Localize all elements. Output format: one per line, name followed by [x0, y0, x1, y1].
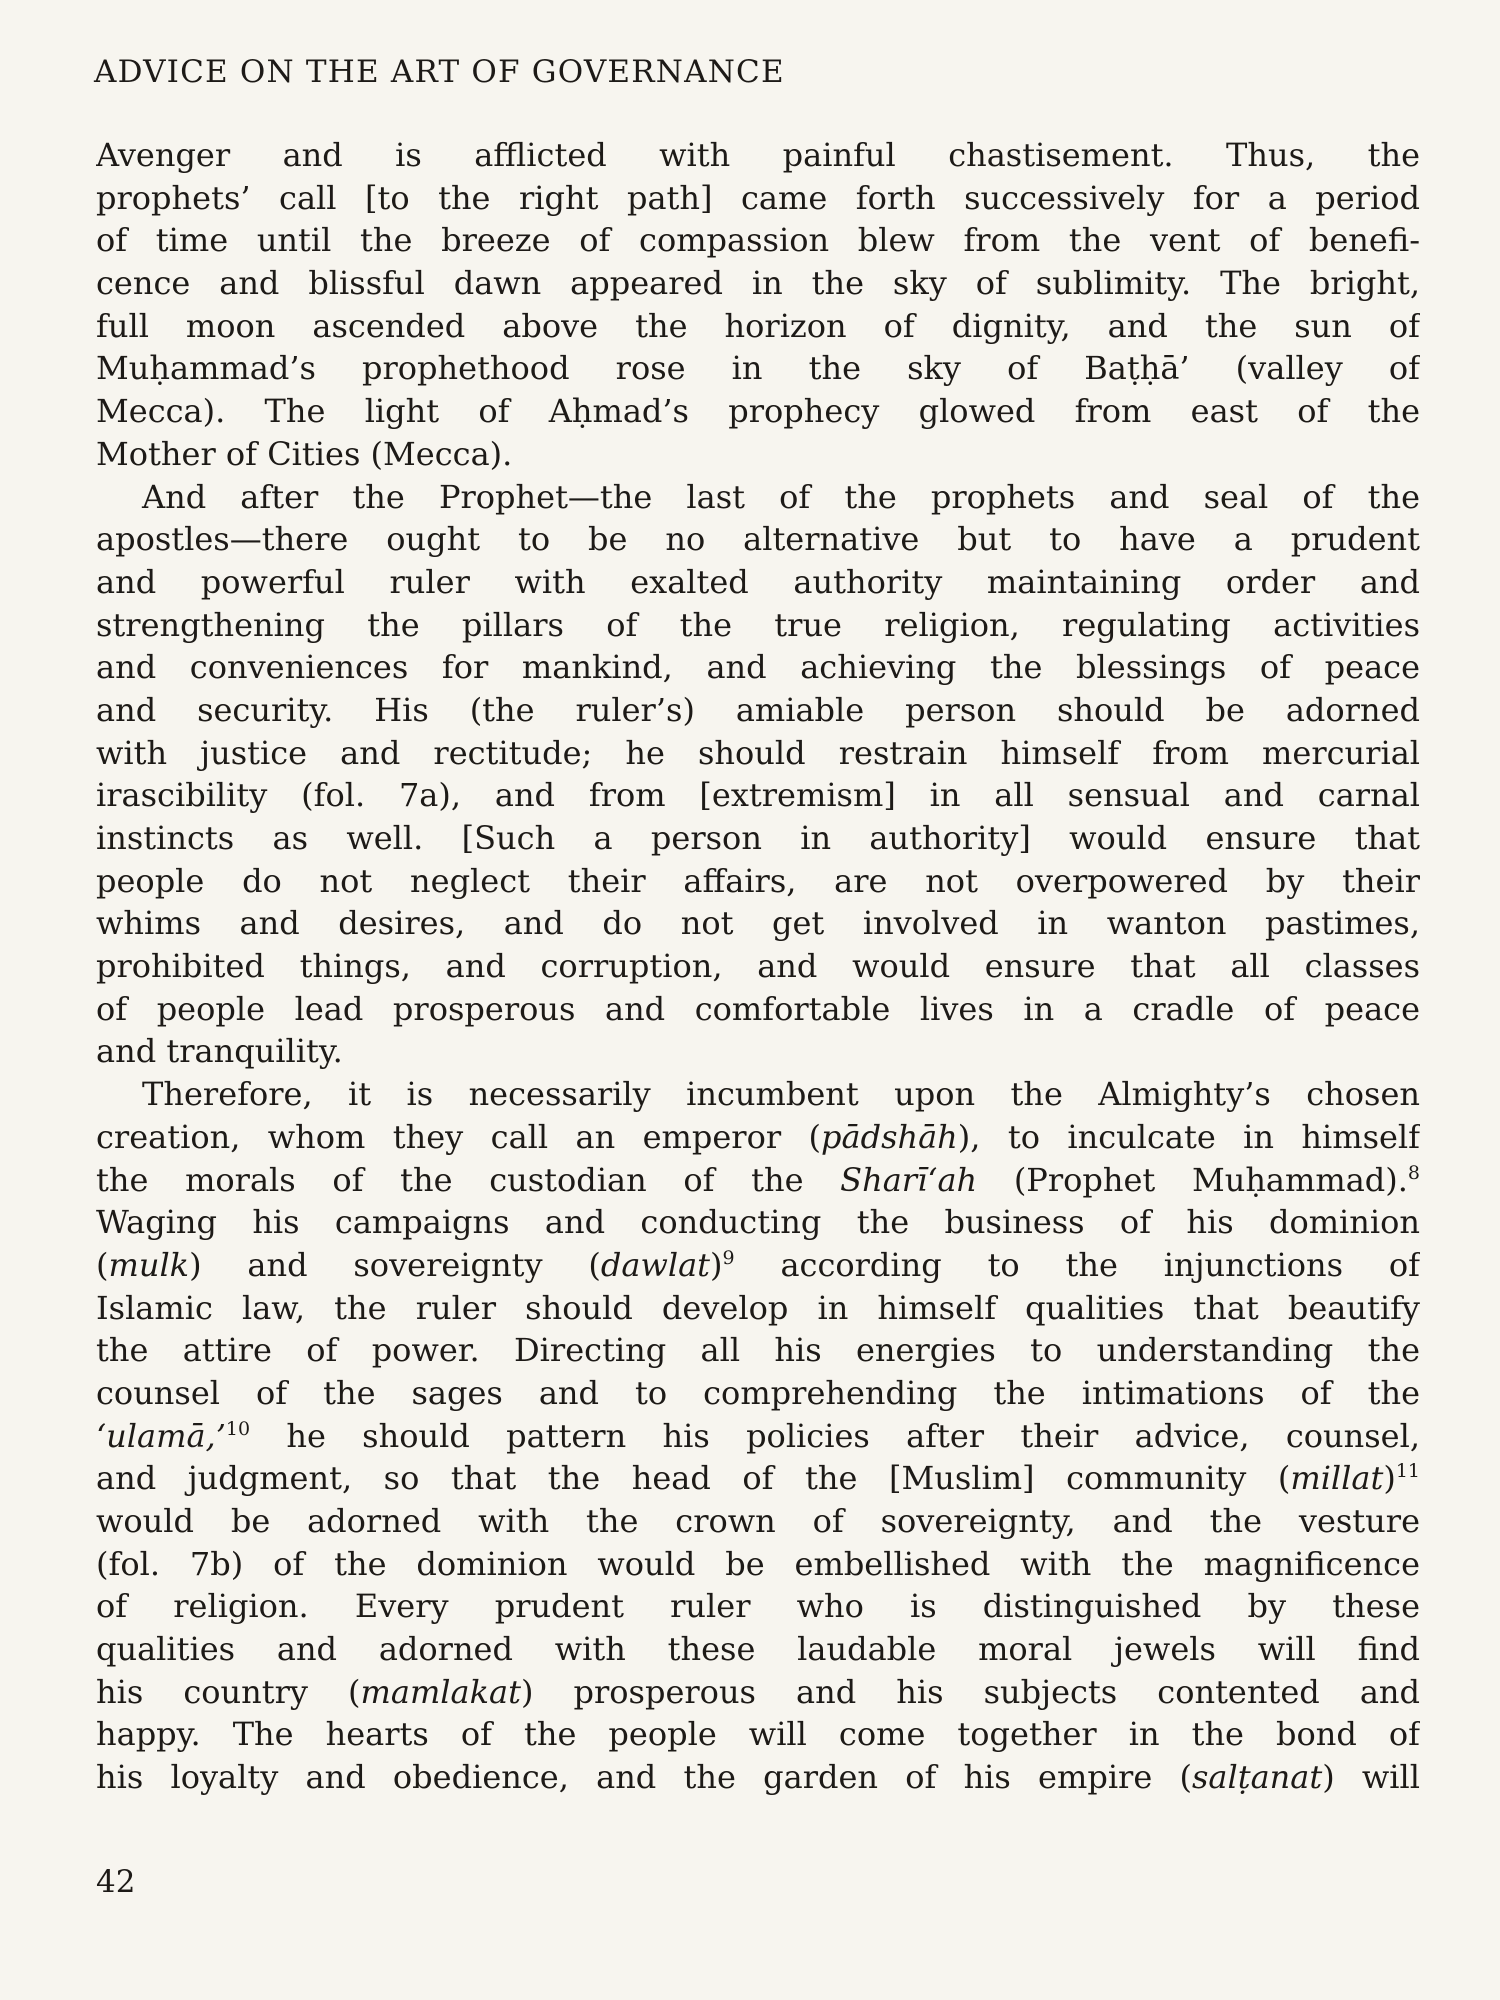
text-line: and conveniences for mankind, and achieving the blessings of peace — [96, 648, 1420, 687]
italic-term: millat — [1290, 1459, 1384, 1498]
paragraph — [96, 1073, 1420, 1799]
text-line: and security. His (the ruler’s) amiable person should be adorned — [96, 690, 1420, 729]
text-line: prophets’ call [to the right path] came forth successively for a period — [96, 178, 1420, 217]
text-line: ‘ulamā,’$^{10}$ he should pattern his policies after their advice, counsel, — [96, 1416, 1420, 1455]
text-line: Muḥammad’s prophethood rose in the sky of Baṭḥā’ (valley of — [96, 349, 1420, 388]
text-line: full moon ascended above the horizon of dignity, and the sun of — [96, 306, 1420, 345]
paragraph — [96, 134, 1420, 476]
text-line: happy. The hearts of the people will come together in the bond of — [96, 1715, 1420, 1754]
text-line: and powerful ruler with exalted authority maintaining order and — [96, 562, 1420, 601]
text-line: And after the Prophet—the last of the prophets and seal of the — [142, 477, 1420, 516]
text-line: creation, whom they call an emperor (pādshāh), to inculcate in himself — [96, 1117, 1420, 1156]
body-text — [96, 134, 1420, 1799]
text-line: Waging his campaigns and conducting the business of his dominion — [96, 1203, 1420, 1242]
text-line: Mecca). The light of Aḥmad’s prophecy glowed from east of the — [96, 392, 1420, 431]
text-line: the morals of the custodian of the Sharī‘ah (Prophet Muḥammad).$^8$ — [96, 1160, 1420, 1199]
text-line: (mulk) and sovereignty (dawlat)$^9$ according to the injunctions of — [96, 1245, 1420, 1284]
footnote-ref: 9 — [722, 1246, 735, 1269]
text-line: Mother of Cities (Mecca). — [96, 434, 513, 473]
text-line: people do not neglect their affairs, are not overpowered by their — [96, 861, 1420, 900]
footnote-ref: 10 — [225, 1417, 251, 1440]
text-line: (fol. 7b) of the dominion would be embellished with the magnificence — [96, 1544, 1420, 1583]
text-line: of people lead prosperous and comfortable lives in a cradle of peace — [96, 989, 1420, 1028]
text-line: apostles—there ought to be no alternative but to have a prudent — [96, 520, 1420, 559]
text-line: the attire of power. Directing all his energies to understanding the — [96, 1331, 1420, 1370]
text-line: Therefore, it is necessarily incumbent upon the Almighty’s chosen — [142, 1075, 1420, 1114]
text-line: strengthening the pillars of the true religion, regulating activities — [96, 605, 1420, 644]
text-line: instincts as well. [Such a person in authority] would ensure that — [96, 819, 1420, 857]
italic-term: ‘ulamā,’ — [96, 1416, 226, 1455]
italic-term: pādshāh — [821, 1117, 958, 1156]
text-line: counsel of the sages and to comprehending the intimations of the — [96, 1373, 1420, 1412]
text-line: prohibited things, and corruption, and would ensure that all classes — [96, 947, 1420, 986]
text-line: his country (mamlakat) prosperous and his subjects contented and — [96, 1672, 1420, 1711]
text-line: Avenger and is afflicted with painful chastisement. Thus, the — [96, 136, 1420, 174]
paragraph — [96, 476, 1420, 1074]
italic-term: salṭanat — [1192, 1758, 1323, 1797]
text-line: whims and desires, and do not get involved in wanton pastimes, — [96, 904, 1420, 943]
text-line: Islamic law, the ruler should develop in himself qualities that beautify — [96, 1288, 1420, 1327]
text-line: of time until the breeze of compassion blew from the vent of benefi- — [96, 221, 1420, 260]
text-line: qualities and adorned with these laudable moral jewels will find — [96, 1630, 1420, 1669]
text-line: cence and blissful dawn appeared in the sky of sublimity. The bright, — [96, 264, 1420, 303]
text-line: and judgment, so that the head of the [Muslim] community (millat)$^{11}$ — [96, 1459, 1420, 1498]
footnote-ref: 11 — [1395, 1460, 1420, 1483]
running-head: ADVICE ON THE ART OF GOVERNANCE — [94, 54, 785, 90]
italic-term: mulk — [108, 1245, 190, 1284]
footnote-ref: 8 — [1407, 1161, 1420, 1184]
text-line: with justice and rectitude; he should restrain himself from mercurial — [96, 733, 1420, 772]
text-line: his loyalty and obedience, and the garden of his empire (salṭanat) will — [96, 1758, 1420, 1797]
italic-term: mamlakat — [360, 1672, 521, 1711]
text-line: and tranquility. — [96, 1032, 343, 1071]
italic-term: dawlat — [600, 1245, 711, 1284]
text-line: irascibility (fol. 7a), and from [extremism] in all sensual and carnal — [96, 776, 1420, 815]
text-line: would be adorned with the crown of sovereignty, and the vesture — [96, 1502, 1420, 1540]
italic-term: Sharī‘ah — [840, 1160, 978, 1199]
page-number: 42 — [96, 1864, 136, 1900]
text-line: of religion. Every prudent ruler who is distinguished by these — [96, 1587, 1420, 1626]
